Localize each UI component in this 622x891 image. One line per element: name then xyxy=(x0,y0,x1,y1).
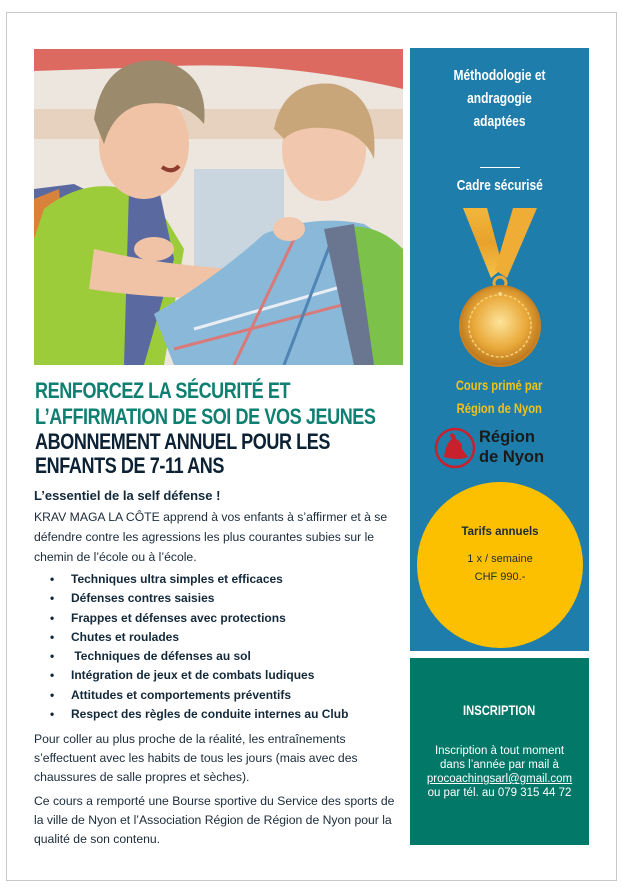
pricing-frequency: 1 x / semaine xyxy=(467,553,533,565)
inscription-panel xyxy=(410,658,589,845)
headline-line-4: ENFANTS DE 7-11 ANS xyxy=(35,453,225,478)
feature-item: • Frappes et défenses avec protections xyxy=(50,609,410,628)
boys-conflict-illustration xyxy=(34,49,403,365)
headline-line-2: L’AFFIRMATION DE SOI DE VOS JEUNES xyxy=(35,404,376,429)
methodology-title xyxy=(410,64,589,133)
region-nyon-logo xyxy=(434,424,564,474)
ibex-logo-icon xyxy=(434,427,476,469)
sidebar-panel xyxy=(410,48,589,651)
pricing-badge xyxy=(417,482,583,648)
feature-item: • Chutes et roulades xyxy=(50,628,410,647)
feature-item: • Attitudes et comportements préventifs xyxy=(50,686,410,705)
region-logo-text xyxy=(479,427,544,467)
methodology-title-line-1: Méthodologie et xyxy=(453,67,546,84)
award-line-1: Cours primé par xyxy=(456,377,543,393)
gold-medal-icon xyxy=(455,208,545,378)
divider xyxy=(480,167,520,168)
inscription-details xyxy=(410,744,589,800)
methodology-title-line-2: andragogie xyxy=(467,90,532,107)
headline xyxy=(35,378,410,478)
secure-frame-title xyxy=(410,174,589,197)
headline-line-1: RENFORCEZ LA SÉCURITÉ ET xyxy=(35,378,291,403)
features-list xyxy=(50,570,410,724)
award-paragraph: Ce cours a remporté une Bourse sportive du Service des sports de la ville de Nyon et l’Association Région de Région de Nyon pour la qualité de son contenu. xyxy=(34,794,395,846)
award-line-2: Région de Nyon xyxy=(456,400,543,416)
feature-item: • Défenses contres saisies xyxy=(50,589,410,608)
headline-line-3: ABONNEMENT ANNUEL POUR LES xyxy=(35,429,331,454)
feature-item: • Techniques de défenses au sol xyxy=(50,647,410,666)
hero-photo xyxy=(34,49,403,365)
tagline: L’essentiel de la self défense ! xyxy=(34,488,221,503)
inscription-line-2: dans l’année par mail à xyxy=(440,759,559,771)
svg-text:★: ★ xyxy=(496,291,504,298)
inscription-title-text: INSCRIPTION xyxy=(463,702,536,718)
logo-text-line-1: Région xyxy=(479,428,535,446)
award-title xyxy=(410,374,589,420)
methodology-title-line-3: adaptées xyxy=(473,113,526,130)
email-link[interactable]: procoachingsarl@gmail.com xyxy=(426,773,573,785)
feature-item: • Intégration de jeux et de combats ludiques xyxy=(50,666,410,685)
logo-text-line-2: de Nyon xyxy=(479,448,545,466)
feature-item: • Techniques ultra simples et efficaces xyxy=(50,570,410,589)
feature-item: • Respect des règles de conduite internes au Club xyxy=(50,705,410,724)
phone-line: ou par tél. au 079 315 44 72 xyxy=(427,787,572,799)
inscription-title xyxy=(410,702,589,718)
secure-frame-text: Cadre sécurisé xyxy=(456,177,543,194)
pricing-amount: CHF 990.- xyxy=(474,571,526,583)
intro-paragraph: KRAV MAGA LA CÔTE apprend à vos enfants à s’affirmer et à se défendre contre les agressions les plus courantes subies sur le chemin de l’école ou à l’école. xyxy=(34,510,388,564)
inscription-line-1: Inscription à tout moment xyxy=(434,745,565,757)
training-paragraph: Pour coller au plus proche de la réalité, les entraînements s’effectuent avec les habits de tous les jours (mais avec des chaussures de salle propres et sèches). xyxy=(34,732,358,784)
pricing-title: Tarifs annuels xyxy=(461,526,539,538)
